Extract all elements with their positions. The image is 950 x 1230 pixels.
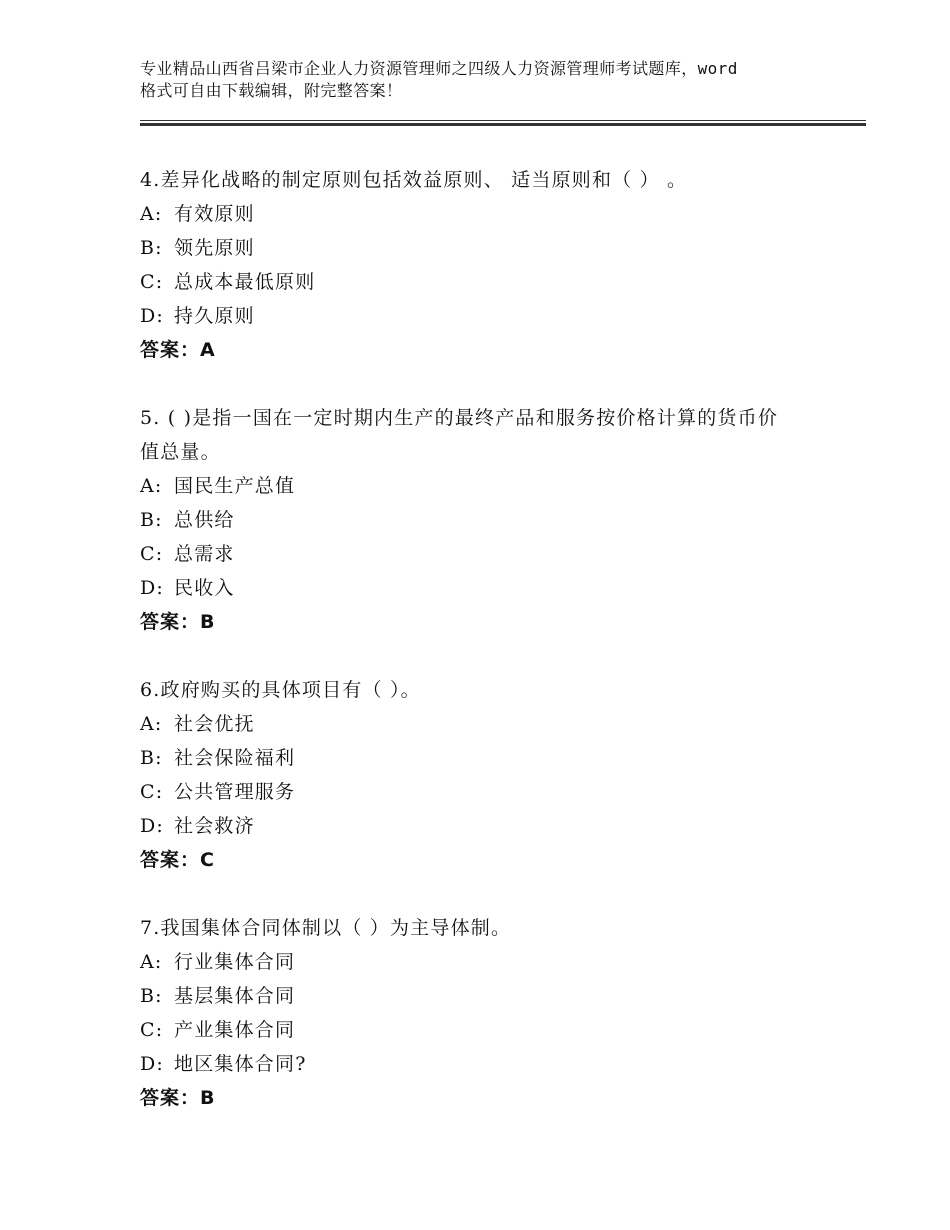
option-c	[140, 537, 820, 571]
option-text: 行业集体合同	[174, 951, 296, 973]
answer-label: 答案：C	[140, 849, 215, 871]
option-letter: C:	[140, 271, 164, 293]
option-text: 持久原则	[174, 305, 255, 327]
option-d	[140, 299, 820, 333]
option-letter: D:	[140, 577, 165, 599]
option-a	[140, 707, 820, 741]
header-title-line-1: 专业精品山西省吕梁市企业人力资源管理师之四级人力资源管理师考试题库，word	[140, 59, 738, 78]
option-letter: C:	[140, 781, 164, 803]
option-text: 社会优抚	[174, 713, 255, 735]
option-c	[140, 1013, 820, 1047]
option-c	[140, 265, 820, 299]
header-divider-thick	[140, 123, 866, 126]
option-letter: D:	[140, 1053, 165, 1075]
option-c	[140, 775, 820, 809]
option-b	[140, 231, 820, 265]
option-text: 产业集体合同	[174, 1019, 296, 1041]
option-letter: B:	[140, 237, 163, 259]
question-5	[140, 401, 820, 639]
option-text: 地区集体合同?	[174, 1053, 307, 1075]
option-letter: A:	[140, 475, 163, 497]
option-letter: C:	[140, 543, 164, 565]
option-text: 社会救济	[174, 815, 255, 837]
document-header	[140, 58, 840, 102]
option-text: 总成本最低原则	[174, 271, 316, 293]
option-b	[140, 741, 820, 775]
question-stem: 7.我国集体合同体制以（ ）为主导体制。	[140, 917, 512, 939]
question-stem: 6.政府购买的具体项目有（ ）。	[140, 679, 421, 701]
option-text: 社会保险福利	[174, 747, 296, 769]
option-letter: A:	[140, 713, 163, 735]
option-letter: A:	[140, 203, 163, 225]
option-d	[140, 809, 820, 843]
answer-label: 答案：B	[140, 611, 216, 633]
option-text: 国民生产总值	[174, 475, 296, 497]
option-letter: A:	[140, 951, 163, 973]
option-letter: B:	[140, 509, 163, 531]
question-stem: 5. ( )是指一国在一定时期内生产的最终产品和服务按价格计算的货币价值总量。	[140, 407, 779, 463]
option-d	[140, 571, 820, 605]
option-letter: C:	[140, 1019, 164, 1041]
question-7	[140, 911, 820, 1115]
option-a	[140, 197, 820, 231]
option-b	[140, 503, 820, 537]
question-list	[140, 163, 820, 1149]
option-text: 基层集体合同	[174, 985, 296, 1007]
question-stem: 4.差异化战略的制定原则包括效益原则、 适当原则和（ ） 。	[140, 169, 688, 191]
question-4	[140, 163, 820, 367]
option-d	[140, 1047, 820, 1081]
option-a	[140, 945, 820, 979]
option-text: 公共管理服务	[174, 781, 296, 803]
option-letter: B:	[140, 985, 163, 1007]
option-b	[140, 979, 820, 1013]
option-a	[140, 469, 820, 503]
option-text: 总供给	[174, 509, 235, 531]
answer-label: 答案：B	[140, 1087, 216, 1109]
option-text: 领先原则	[174, 237, 255, 259]
header-divider-thin	[140, 120, 866, 121]
answer-label: 答案：A	[140, 339, 216, 361]
header-title-line-2: 格式可自由下载编辑，附完整答案！	[140, 81, 403, 100]
option-text: 有效原则	[174, 203, 255, 225]
option-letter: D:	[140, 815, 165, 837]
option-text: 民收入	[174, 577, 235, 599]
option-text: 总需求	[174, 543, 235, 565]
question-6	[140, 673, 820, 877]
option-letter: D:	[140, 305, 165, 327]
option-letter: B:	[140, 747, 163, 769]
